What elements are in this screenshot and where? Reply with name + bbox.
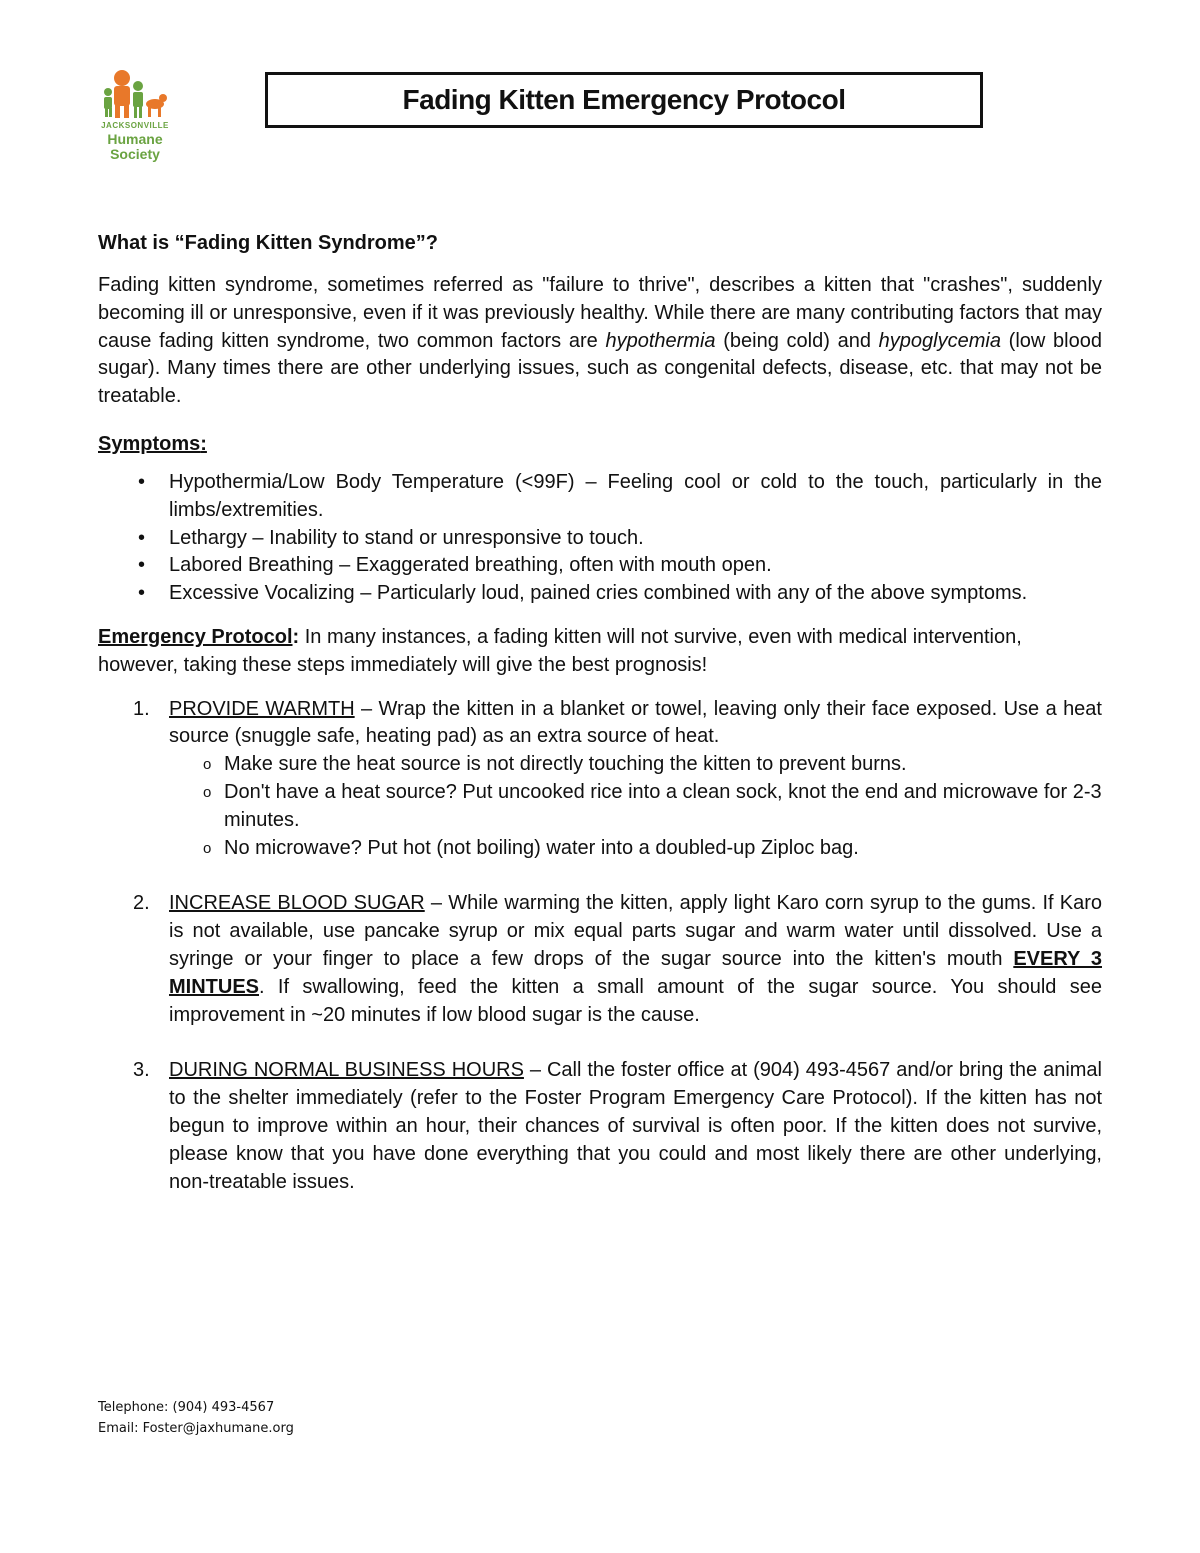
- footer-email: Email: Foster@jaxhumane.org: [98, 1421, 294, 1436]
- emergency-protocol-label: Emergency Protocol: [98, 625, 293, 648]
- symptoms-heading: Symptoms:: [98, 432, 207, 455]
- list-item: • Hypothermia/Low Body Temperature (<99F) – Feeling cool or cold to the touch, particularly in the limbs/extremities.: [138, 470, 1102, 521]
- list-item: o Don't have a heat source? Put uncooked rice into a clean sock, knot the end and microwave for 2-3 minutes.: [203, 780, 1102, 831]
- family-figures-icon: [100, 68, 170, 120]
- list-item: • Labored Breathing – Exaggerated breathing, often with mouth open.: [138, 554, 772, 577]
- emergency-protocol-paragraph: Emergency Protocol: In many instances, a fading kitten will not survive, even with medical intervention, however, taking these steps immediately will give the best prognosis!: [98, 625, 1022, 676]
- logo-line-jacksonville: JACKSONVILLE: [101, 121, 169, 130]
- list-item: o No microwave? Put hot (not boiling) water into a doubled-up Ziploc bag.: [203, 836, 859, 859]
- step-business-hours: 3. DURING NORMAL BUSINESS HOURS – Call the foster office at (904) 493-4567 and/or bring the animal to the shelter immediately (refer to the Foster Program Emergency Care Protocol). If the kitten has not begun to improve within an hour, their chances of survival is often poor. If the kitten does not survive, please know that you have done everything that you could and most likely there are other underlying, non-treatable issues.: [133, 1059, 1102, 1193]
- document-title: Fading Kitten Emergency Protocol: [265, 72, 983, 128]
- logo-line-humane: Humane: [107, 131, 163, 147]
- every-3-minutes-emphasis: EVERY 3 MINTUES: [169, 947, 1102, 998]
- logo-line-society: Society: [110, 146, 160, 162]
- list-item: o Make sure the heat source is not directly touching the kitten to prevent burns.: [203, 753, 907, 776]
- jacksonville-humane-society-logo: [92, 68, 178, 170]
- list-item: • Excessive Vocalizing – Particularly loud, pained cries combined with any of the above symptoms.: [138, 582, 1028, 605]
- footer-contact: [98, 1397, 294, 1439]
- document-body: [98, 228, 1102, 1196]
- symptoms-list: [98, 469, 1102, 608]
- protocol-steps: [98, 696, 1102, 1197]
- warmth-sub-list: [169, 751, 1102, 862]
- step-increase-blood-sugar: 2. INCREASE BLOOD SUGAR – While warming the kitten, apply light Karo corn syrup to the gums. If Karo is not available, use pancake syrup or mix equal parts sugar and warm water until dissolved. Use a syringe or your finger to place a few drops of the sugar source into the kitten's mouth EVERY 3 MINTUES. If swallowing, feed the kitten a small amount of the sugar source. You should see improvement in ~20 minutes if low blood sugar is the cause.: [133, 892, 1102, 1026]
- term-hypoglycemia: hypoglycemia: [878, 329, 1001, 352]
- footer-telephone: Telephone: (904) 493-4567: [98, 1400, 275, 1415]
- step-provide-warmth: 1. PROVIDE WARMTH – Wrap the kitten in a blanket or towel, leaving only their face exposed. Use a heat source (snuggle safe, heating pad) as an extra source of heat. o Make sure the heat source is not directly touching the kitten to prevent burns. o Don't have a heat source? Put uncooked rice into a clean sock, knot the end and microwave for 2-3 minutes. o No microwave? Put hot (not boiling) water into a doubled-up Ziploc bag.: [98, 696, 1102, 863]
- term-hypothermia: hypothermia: [605, 329, 716, 352]
- list-item: • Lethargy – Inability to stand or unresponsive to touch.: [138, 526, 644, 549]
- section-question-heading: What is “Fading Kitten Syndrome”?: [98, 232, 439, 254]
- intro-paragraph: Fading kitten syndrome, sometimes referred as "failure to thrive", describes a kitten that "crashes", suddenly becoming ill or unresponsive, even if it was previously healthy. While there are many contributing factors that may cause fading kitten syndrome, two common factors are hypothermia (being cold) and hypoglycemia (low blood sugar). Many times there are other underlying issues, such as congenital defects, disease, etc. that may not be treatable.: [98, 274, 1102, 408]
